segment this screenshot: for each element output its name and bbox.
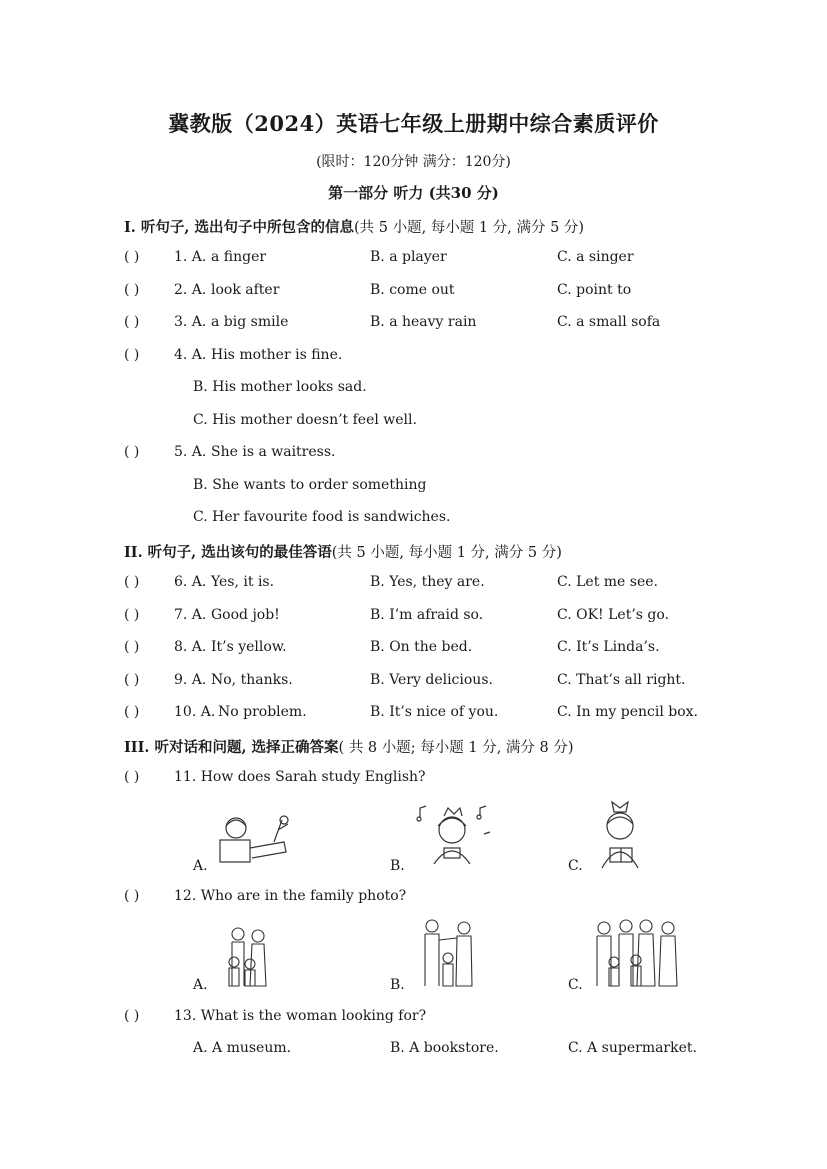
q6-number: 6. A. xyxy=(174,574,207,590)
answer-blank[interactable]: ( ) xyxy=(124,607,140,623)
q2-option-b[interactable]: B. come out xyxy=(370,282,455,298)
answer-blank[interactable]: ( ) xyxy=(124,574,140,590)
q13-option-a[interactable]: A. A museum. xyxy=(193,1040,292,1056)
family-of-four-picture[interactable] xyxy=(220,924,276,988)
q13-option-b[interactable]: B. A bookstore. xyxy=(390,1040,499,1056)
q10-number: 10. A. xyxy=(174,704,216,720)
girl-laptop-picture[interactable] xyxy=(212,812,292,870)
q13-question: 13. What is the woman looking for? xyxy=(174,1008,427,1024)
answer-blank[interactable]: ( ) xyxy=(124,888,140,904)
part-one-heading: 第一部分 听力 (共30 分) xyxy=(328,184,499,202)
q3-option-b[interactable]: B. a heavy rain xyxy=(370,314,477,330)
q9-option-c[interactable]: C. That’s all right. xyxy=(557,672,686,688)
q12-option-b-label[interactable]: B. xyxy=(390,977,405,993)
answer-blank[interactable]: ( ) xyxy=(124,704,140,720)
answer-blank[interactable]: ( ) xyxy=(124,249,140,265)
section-1-heading xyxy=(124,216,584,237)
q11-option-b-label[interactable]: B. xyxy=(390,858,405,874)
exam-subtitle: (限时：120分钟 满分：120分) xyxy=(316,154,511,170)
q8-option-a[interactable]: It’s yellow. xyxy=(211,639,287,655)
q10-option-b[interactable]: B. It’s nice of you. xyxy=(370,704,499,720)
q6-option-b[interactable]: B. Yes, they are. xyxy=(370,574,485,590)
q8-option-c[interactable]: C. It’s Linda’s. xyxy=(557,639,660,655)
answer-blank[interactable]: ( ) xyxy=(124,769,140,785)
q11-option-c-label[interactable]: C. xyxy=(568,858,583,874)
section-3-title: III. 听对话和问题, 选择正确答案 xyxy=(124,739,339,756)
q10-option-a[interactable]: No problem. xyxy=(218,704,307,720)
q1-option-c[interactable]: C. a singer xyxy=(557,249,634,265)
answer-blank[interactable]: ( ) xyxy=(124,1008,140,1024)
q4-option-c[interactable]: C. His mother doesn’t feel well. xyxy=(193,412,417,428)
q11-option-a-label[interactable]: A. xyxy=(193,858,208,874)
q5-option-c[interactable]: C. Her favourite food is sandwiches. xyxy=(193,509,451,525)
q7-option-a[interactable]: Good job! xyxy=(211,607,280,623)
section-3-info: ( 共 8 小题; 每小题 1 分, 满分 8 分) xyxy=(338,740,574,756)
q8-number: 8. A. xyxy=(174,639,207,655)
q9-number: 9. A. xyxy=(174,672,207,688)
q1-option-b[interactable]: B. a player xyxy=(370,249,447,265)
q1-option-a[interactable]: a finger xyxy=(211,249,267,265)
q4-option-a[interactable]: His mother is fine. xyxy=(211,347,343,363)
q10-option-c[interactable]: C. In my pencil box. xyxy=(557,704,698,720)
section-3-heading xyxy=(124,736,574,757)
answer-blank[interactable]: ( ) xyxy=(124,347,140,363)
answer-blank[interactable]: ( ) xyxy=(124,314,140,330)
answer-blank[interactable]: ( ) xyxy=(124,639,140,655)
q11-question: 11. How does Sarah study English? xyxy=(174,769,426,785)
q1-number: 1. A. xyxy=(174,249,207,265)
answer-blank[interactable]: ( ) xyxy=(124,672,140,688)
family-of-three-picture[interactable] xyxy=(414,916,484,988)
q9-option-a[interactable]: No, thanks. xyxy=(211,672,293,688)
girl-music-picture[interactable] xyxy=(410,804,495,868)
q4-option-b[interactable]: B. His mother looks sad. xyxy=(193,379,367,395)
family-of-six-picture[interactable] xyxy=(592,916,682,988)
answer-blank[interactable]: ( ) xyxy=(124,444,140,460)
q13-option-c[interactable]: C. A supermarket. xyxy=(568,1040,697,1056)
q8-option-b[interactable]: B. On the bed. xyxy=(370,639,473,655)
answer-blank[interactable]: ( ) xyxy=(124,282,140,298)
q4-number: 4. A. xyxy=(174,347,207,363)
q5-number: 5. A. xyxy=(174,444,207,460)
section-2-info: (共 5 小题, 每小题 1 分, 满分 5 分) xyxy=(331,545,562,561)
q2-option-c[interactable]: C. point to xyxy=(557,282,632,298)
section-2-title: II. 听句子, 选出该句的最佳答语 xyxy=(124,544,332,561)
q12-question: 12. Who are in the family photo? xyxy=(174,888,407,904)
q3-option-a[interactable]: a big smile xyxy=(211,314,289,330)
q5-option-a[interactable]: She is a waitress. xyxy=(211,444,336,460)
girl-book-picture[interactable] xyxy=(590,796,650,870)
q3-number: 3. A. xyxy=(174,314,207,330)
q5-option-b[interactable]: B. She wants to order something xyxy=(193,477,427,493)
q2-number: 2. A. xyxy=(174,282,207,298)
q9-option-b[interactable]: B. Very delicious. xyxy=(370,672,493,688)
q2-option-a[interactable]: look after xyxy=(211,282,280,298)
q12-option-c-label[interactable]: C. xyxy=(568,977,583,993)
section-1-info: (共 5 小题, 每小题 1 分, 满分 5 分) xyxy=(353,220,585,236)
q6-option-a[interactable]: Yes, it is. xyxy=(211,574,275,590)
q7-number: 7. A. xyxy=(174,607,207,623)
section-1-title: I. 听句子, 选出句子中所包含的信息 xyxy=(124,219,354,236)
section-2-heading xyxy=(124,541,562,562)
exam-title: 冀教版（2024）英语七年级上册期中综合素质评价 xyxy=(168,111,659,136)
q6-option-c[interactable]: C. Let me see. xyxy=(557,574,658,590)
q3-option-c[interactable]: C. a small sofa xyxy=(557,314,661,330)
q7-option-c[interactable]: C. OK! Let’s go. xyxy=(557,607,670,623)
q7-option-b[interactable]: B. I’m afraid so. xyxy=(370,607,484,623)
q12-option-a-label[interactable]: A. xyxy=(193,977,208,993)
